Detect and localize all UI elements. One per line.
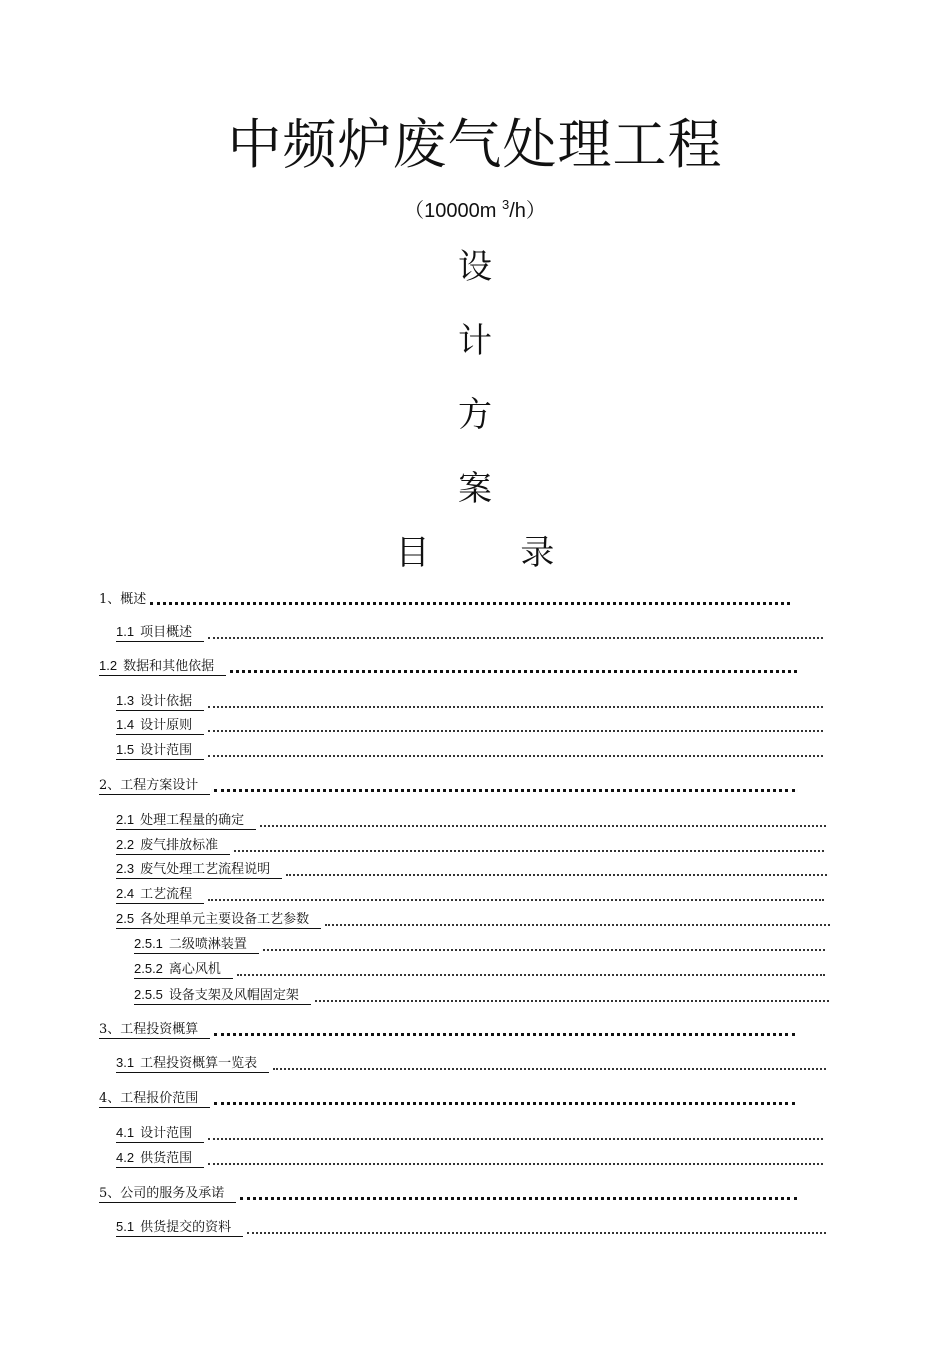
toc-dot-leader xyxy=(214,1102,795,1105)
toc-entry-text: 工艺流程 xyxy=(140,887,193,902)
toc-entry[interactable] xyxy=(134,936,825,954)
toc-entry-number: 2.1 xyxy=(116,812,135,827)
toc-entry-text: 设计原则 xyxy=(140,718,193,733)
toc-entry-number: 2.3 xyxy=(116,861,135,876)
toc-entry-number: 3.1 xyxy=(116,1055,135,1070)
toc-entry-number: 1.5 xyxy=(116,742,135,757)
toc-entry[interactable] xyxy=(116,624,823,642)
toc-entry-label xyxy=(116,812,256,830)
toc-entry[interactable] xyxy=(116,1055,826,1073)
toc-entry-number: 2.4 xyxy=(116,886,135,901)
toc-entry-number: 1.4 xyxy=(116,717,135,732)
toc-dot-leader xyxy=(208,706,823,708)
toc-dot-leader xyxy=(214,789,795,792)
toc-entry-text: 3、工程投资概算 xyxy=(99,1022,199,1037)
toc-dot-leader xyxy=(263,949,825,951)
toc-entry[interactable] xyxy=(99,658,797,676)
toc-entry-text: 数据和其他依据 xyxy=(123,659,215,674)
toc-entry-text: 离心风机 xyxy=(168,962,221,977)
toc-entry[interactable] xyxy=(116,1125,823,1143)
toc-entry-number: 2.5.5 xyxy=(134,987,163,1002)
toc-entry-text: 供货范围 xyxy=(140,1151,193,1166)
toc-entry-text: 废气处理工艺流程说明 xyxy=(140,862,271,877)
toc-entry-text: 二级喷淋装置 xyxy=(168,937,247,952)
toc-entry-number: 1.2 xyxy=(99,658,118,673)
toc-entry[interactable] xyxy=(134,961,825,979)
subtitle-unit: /h） xyxy=(509,200,546,222)
toc-entry[interactable] xyxy=(116,812,826,830)
toc-entry-label xyxy=(116,742,204,760)
toc-entry-text: 工程投资概算一览表 xyxy=(140,1056,258,1071)
toc-entry-number: 5.1 xyxy=(116,1219,135,1234)
toc-entry-number: 2.5.2 xyxy=(134,961,163,976)
document-title: 中频炉废气处理工程 xyxy=(227,113,723,176)
toc-dot-leader xyxy=(150,602,790,605)
subtitle-superscript: 3 xyxy=(501,197,510,212)
subtitle-flow-value: （10000m xyxy=(404,200,497,222)
toc-entry-text: 5、公司的服务及承诺 xyxy=(99,1186,225,1201)
toc-entry-number: 4.2 xyxy=(116,1150,135,1165)
toc-entry-label xyxy=(116,886,204,904)
toc-entry-text: 设计依据 xyxy=(140,694,193,709)
toc-entry[interactable] xyxy=(116,911,830,929)
toc-entry-number: 1.1 xyxy=(116,624,135,639)
toc-entry-label xyxy=(116,624,204,642)
toc-entry-label xyxy=(116,1055,269,1073)
toc-entry[interactable] xyxy=(99,1090,795,1108)
toc-entry-text: 4、工程报价范围 xyxy=(99,1091,199,1106)
toc-entry-text: 设计范围 xyxy=(140,743,193,758)
toc-heading: 目 录 xyxy=(395,533,595,573)
toc-dot-leader xyxy=(237,974,825,976)
toc-dot-leader xyxy=(273,1068,826,1070)
toc-dot-leader xyxy=(208,730,823,732)
toc-dot-leader xyxy=(208,1138,823,1140)
toc-entry[interactable] xyxy=(116,742,823,760)
toc-dot-leader xyxy=(230,670,797,673)
toc-entry[interactable] xyxy=(99,590,790,608)
toc-entry-text: 各处理单元主要设备工艺参数 xyxy=(140,912,310,927)
plan-char-4: 案 xyxy=(458,469,492,509)
toc-entry-text: 废气排放标准 xyxy=(140,838,219,853)
toc-entry-label xyxy=(116,837,230,855)
toc-entry-label xyxy=(116,1219,243,1237)
toc-entry[interactable] xyxy=(99,1021,795,1039)
toc-entry-number: 2.5 xyxy=(116,911,135,926)
toc-dot-leader xyxy=(208,637,823,639)
toc-entry-label xyxy=(116,693,204,711)
plan-char-1: 设 xyxy=(458,247,492,287)
toc-dot-leader xyxy=(214,1033,795,1036)
toc-dot-leader xyxy=(315,1000,829,1002)
toc-entry[interactable] xyxy=(116,1150,823,1168)
toc-entry-text: 设备支架及风帽固定架 xyxy=(168,988,299,1003)
toc-dot-leader xyxy=(260,825,826,827)
toc-entry-label xyxy=(116,1125,204,1143)
toc-entry[interactable] xyxy=(116,886,824,904)
toc-dot-leader xyxy=(208,1163,823,1165)
toc-entry-label xyxy=(116,717,204,735)
toc-entry-text: 处理工程量的确定 xyxy=(140,813,245,828)
toc-entry-label xyxy=(99,1022,210,1039)
toc-entry-text: 供货提交的资料 xyxy=(140,1220,232,1235)
toc-entry-text: 2、工程方案设计 xyxy=(99,778,199,793)
toc-dot-leader xyxy=(247,1232,826,1234)
toc-entry-number: 2.5.1 xyxy=(134,936,163,951)
toc-dot-leader xyxy=(208,899,824,901)
plan-char-3: 方 xyxy=(458,395,492,435)
toc-entry-label xyxy=(134,987,311,1005)
toc-entry[interactable] xyxy=(99,777,795,795)
toc-dot-leader xyxy=(240,1197,797,1200)
toc-dot-leader xyxy=(286,874,827,876)
toc-entry-text: 1、概述 xyxy=(99,592,147,607)
toc-entry[interactable] xyxy=(116,693,823,711)
toc-dot-leader xyxy=(325,924,830,926)
toc-entry[interactable] xyxy=(116,861,827,879)
toc-entry-label xyxy=(99,592,146,608)
toc-entry-label xyxy=(116,911,321,929)
toc-entry-number: 1.3 xyxy=(116,693,135,708)
toc-entry-label xyxy=(99,658,226,676)
toc-dot-leader xyxy=(208,755,823,757)
toc-entry-label xyxy=(134,961,233,979)
toc-entry-label xyxy=(116,1150,204,1168)
toc-entry-number: 2.2 xyxy=(116,837,135,852)
toc-entry[interactable] xyxy=(134,987,829,1005)
toc-entry-label xyxy=(134,936,259,954)
plan-char-2: 计 xyxy=(458,321,492,361)
toc-entry-text: 设计范围 xyxy=(140,1126,193,1141)
toc-dot-leader xyxy=(234,850,824,852)
toc-entry[interactable] xyxy=(99,1185,797,1203)
toc-entry[interactable] xyxy=(116,837,824,855)
toc-entry-label xyxy=(116,861,282,879)
toc-entry-label xyxy=(99,778,210,795)
toc-entry[interactable] xyxy=(116,1219,826,1237)
toc-entry-number: 4.1 xyxy=(116,1125,135,1140)
toc-entry-label xyxy=(99,1186,236,1203)
toc-entry-text: 项目概述 xyxy=(140,625,193,640)
document-subtitle xyxy=(0,190,950,226)
toc-entry-label xyxy=(99,1091,210,1108)
toc-entry[interactable] xyxy=(116,717,823,735)
